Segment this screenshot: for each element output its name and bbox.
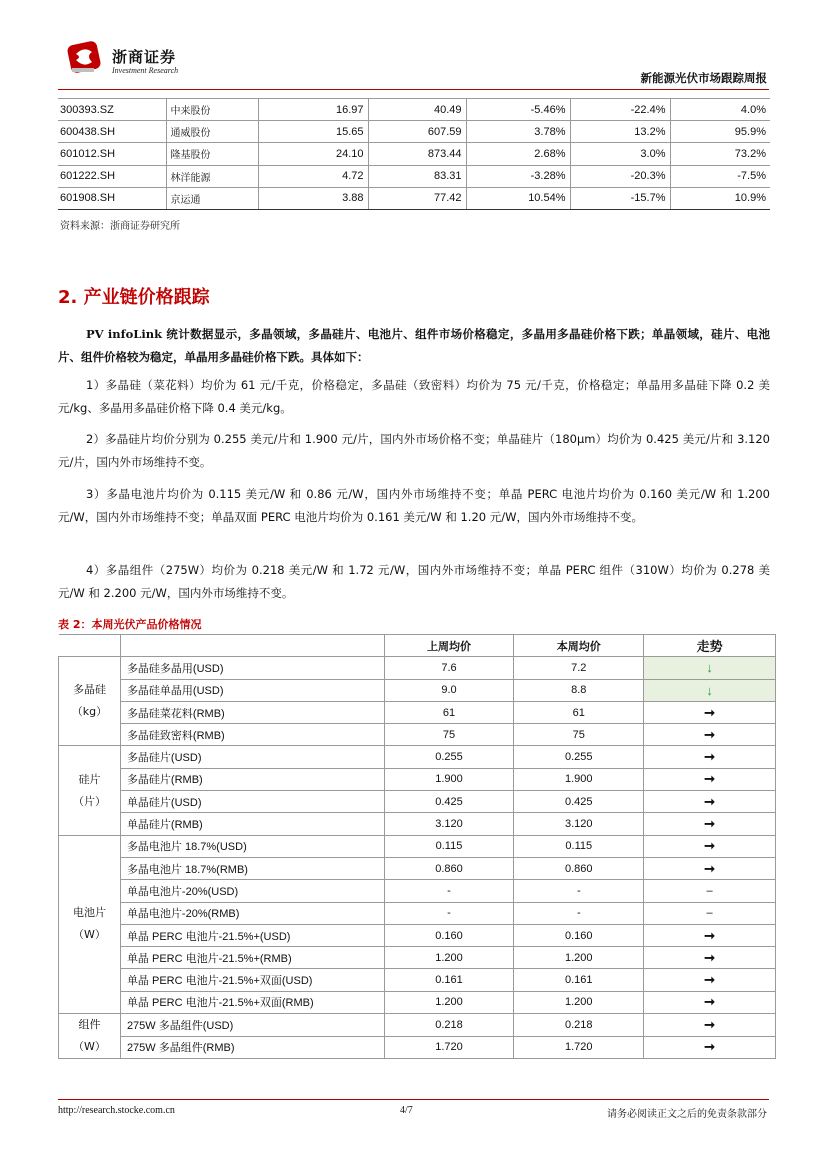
stock-cell-v4: 13.2% (570, 121, 670, 143)
last-week-price: 0.218 (384, 1014, 514, 1037)
trend-flat-icon: ➞ (644, 835, 776, 857)
this-week-price: 1.720 (514, 1036, 644, 1059)
product-name: 275W 多晶组件(RMB) (120, 1036, 384, 1059)
last-week-price: 3.120 (384, 813, 514, 835)
polysilicon-paragraph: 1）多晶硅（菜花料）均价为 61 元/千克，价格稳定，多晶硅（致密料）均价为 75 元/千克，价格稳定；单晶用多晶硅下降 0.2 美元/kg、多晶用多晶硅价格下降 0.4 美元/kg。 (58, 378, 770, 415)
table-row (59, 880, 776, 902)
this-week-price: 1.900 (514, 768, 644, 790)
this-week-price: - (514, 880, 644, 902)
product-name: 单晶电池片-20%(RMB) (120, 902, 384, 924)
section-heading: 2. 产业链价格跟踪 (58, 287, 210, 308)
trend-none-icon: – (644, 880, 776, 902)
table-row (58, 187, 770, 209)
this-week-price: 0.160 (514, 924, 644, 946)
last-week-price: 9.0 (384, 679, 514, 701)
table-row (59, 1014, 776, 1037)
stock-cell-v2: 607.59 (368, 121, 466, 143)
stock-cell-code: 601012.SH (58, 143, 166, 165)
trend-flat-icon: ➞ (644, 857, 776, 879)
stock-cell-v1: 15.65 (258, 121, 368, 143)
product-name: 多晶硅多晶用(USD) (120, 657, 384, 679)
trend-flat-icon: ➞ (644, 969, 776, 991)
trend-flat-icon: ➞ (644, 746, 776, 768)
this-week-price: 61 (514, 701, 644, 723)
last-week-price: 0.860 (384, 857, 514, 879)
table-row (58, 143, 770, 165)
product-name: 多晶电池片 18.7%(USD) (120, 835, 384, 857)
stock-cell-code: 601222.SH (58, 165, 166, 187)
product-name: 多晶硅片(RMB) (120, 768, 384, 790)
last-week-price: 1.720 (384, 1036, 514, 1059)
stock-cell-name: 林洋能源 (166, 165, 258, 187)
stock-cell-v4: 3.0% (570, 143, 670, 165)
stock-cell-v4: -15.7% (570, 187, 670, 209)
stock-cell-v3: 2.68% (466, 143, 570, 165)
price-table (58, 634, 776, 1059)
product-name: 单晶硅片(USD) (120, 791, 384, 813)
this-week-price: 0.218 (514, 1014, 644, 1037)
company-name-en: Investment Research (112, 66, 179, 75)
this-week-price: 0.115 (514, 835, 644, 857)
stock-cell-v3: 3.78% (466, 121, 570, 143)
price-table-header (59, 635, 776, 657)
last-week-price: 0.425 (384, 791, 514, 813)
trend-flat-icon: ➞ (644, 947, 776, 969)
product-name: 多晶硅单晶用(USD) (120, 679, 384, 701)
product-name: 多晶硅菜花料(RMB) (120, 701, 384, 723)
table-row (59, 813, 776, 835)
table-row (59, 835, 776, 857)
table-row (58, 99, 770, 121)
wafer-paragraph: 2）多晶硅片均价分别为 0.255 美元/片和 1.900 元/片，国内外市场价格不变；单晶硅片（180μm）均价为 0.425 美元/片和 3.120 元/片，国内外市场维持不变。 (58, 432, 770, 469)
stock-cell-code: 601908.SH (58, 187, 166, 209)
stock-cell-v5: -7.5% (670, 165, 770, 187)
this-week-price: 1.200 (514, 991, 644, 1013)
trend-flat-icon: ➞ (644, 1036, 776, 1059)
trend-flat-icon: ➞ (644, 1014, 776, 1037)
trend-flat-icon: ➞ (644, 724, 776, 746)
table-row (59, 746, 776, 768)
product-name: 单晶 PERC 电池片-21.5%+双面(USD) (120, 969, 384, 991)
last-week-price: 1.900 (384, 768, 514, 790)
stock-cell-v4: -22.4% (570, 99, 670, 121)
last-week-price: - (384, 880, 514, 902)
last-week-price: 0.160 (384, 924, 514, 946)
last-week-price: 0.255 (384, 746, 514, 768)
table-row (59, 768, 776, 790)
trend-flat-icon: ➞ (644, 813, 776, 835)
product-name: 275W 多晶组件(USD) (120, 1014, 384, 1037)
page-number: 4/7 (400, 1105, 413, 1116)
last-week-price: 1.200 (384, 991, 514, 1013)
stock-cell-v2: 40.49 (368, 99, 466, 121)
company-name: 浙商证券 (112, 48, 177, 66)
this-week-price: 3.120 (514, 813, 644, 835)
trend-flat-icon: ➞ (644, 768, 776, 790)
table-row (59, 657, 776, 679)
company-logo-icon (66, 40, 106, 76)
product-name: 多晶电池片 18.7%(RMB) (120, 857, 384, 879)
table-source: 资料来源：浙商证券研究所 (60, 221, 180, 232)
category-wafer: 硅片 （片） (59, 746, 121, 835)
trend-down-icon: ↓ (644, 679, 776, 701)
stock-cell-v3: 10.54% (466, 187, 570, 209)
header-this-week: 本周均价 (514, 635, 644, 657)
product-name: 单晶电池片-20%(USD) (120, 880, 384, 902)
trend-flat-icon: ➞ (644, 991, 776, 1013)
this-week-price: 0.425 (514, 791, 644, 813)
trend-down-icon: ↓ (644, 657, 776, 679)
trend-flat-icon: ➞ (644, 924, 776, 946)
product-name: 单晶 PERC 电池片-21.5%+双面(RMB) (120, 991, 384, 1013)
table-row (59, 969, 776, 991)
table-row (59, 991, 776, 1013)
table-row (59, 701, 776, 723)
stock-cell-v5: 73.2% (670, 143, 770, 165)
last-week-price: 0.115 (384, 835, 514, 857)
table-row (59, 924, 776, 946)
this-week-price: - (514, 902, 644, 924)
stock-cell-name: 通威股份 (166, 121, 258, 143)
stock-cell-v2: 77.42 (368, 187, 466, 209)
cell-paragraph: 3）多晶电池片均价为 0.115 美元/W 和 0.86 元/W，国内外市场维持不变；单晶 PERC 电池片均价为 0.160 美元/W 和 1.200 元/W，国内外市场维持不变；单晶双面 PERC 电池片均价为 0.161 美元/W 和 1.20 元/W，国内外市场维持不变。 (58, 487, 770, 524)
report-title: 新能源光伏市场跟踪周报 (640, 71, 767, 85)
table-row (58, 165, 770, 187)
stock-cell-code: 600438.SH (58, 121, 166, 143)
stock-cell-v2: 83.31 (368, 165, 466, 187)
table-row (59, 1036, 776, 1059)
this-week-price: 0.860 (514, 857, 644, 879)
stock-cell-v5: 4.0% (670, 99, 770, 121)
stock-cell-name: 中来股份 (166, 99, 258, 121)
header-trend: 走势 (644, 635, 776, 657)
this-week-price: 0.255 (514, 746, 644, 768)
table-row (59, 902, 776, 924)
this-week-price: 7.2 (514, 657, 644, 679)
category-cell: 电池片 （W） (59, 835, 121, 1013)
stock-cell-v5: 95.9% (670, 121, 770, 143)
stock-cell-v2: 873.44 (368, 143, 466, 165)
stock-cell-code: 300393.SZ (58, 99, 166, 121)
stock-cell-v1: 4.72 (258, 165, 368, 187)
footer-disclaimer: 请务必阅读正文之后的免责条款部分 (607, 1109, 767, 1120)
stock-cell-v1: 24.10 (258, 143, 368, 165)
stock-cell-v3: -3.28% (466, 165, 570, 187)
header-divider (58, 89, 769, 90)
table-caption: 表 2：本周光伏产品价格情况 (58, 618, 202, 631)
module-paragraph: 4）多晶组件（275W）均价为 0.218 美元/W 和 1.72 元/W，国内外市场维持不变；单晶 PERC 组件（310W）均价为 0.278 美元/W 和 2.200 元/W，国内外市场维持不变。 (58, 563, 770, 600)
header-last-week: 上周均价 (384, 635, 514, 657)
table-row (59, 724, 776, 746)
category-polysilicon: 多晶硅 （kg） (59, 657, 121, 746)
table-row (59, 679, 776, 701)
trend-flat-icon: ➞ (644, 791, 776, 813)
product-name: 单晶 PERC 电池片-21.5%+(RMB) (120, 947, 384, 969)
last-week-price: 61 (384, 701, 514, 723)
last-week-price: 75 (384, 724, 514, 746)
last-week-price: 7.6 (384, 657, 514, 679)
category-module: 组件 （W） (59, 1014, 121, 1059)
last-week-price: 1.200 (384, 947, 514, 969)
this-week-price: 0.161 (514, 969, 644, 991)
footer-divider (58, 1099, 769, 1100)
this-week-price: 75 (514, 724, 644, 746)
last-week-price: - (384, 902, 514, 924)
product-name: 单晶 PERC 电池片-21.5%+(USD) (120, 924, 384, 946)
product-name: 多晶硅片(USD) (120, 746, 384, 768)
trend-flat-icon: ➞ (644, 701, 776, 723)
this-week-price: 8.8 (514, 679, 644, 701)
stock-cell-v5: 10.9% (670, 187, 770, 209)
table-row (59, 947, 776, 969)
this-week-price: 1.200 (514, 947, 644, 969)
table-row (59, 791, 776, 813)
last-week-price: 0.161 (384, 969, 514, 991)
table-row (58, 121, 770, 143)
product-name: 单晶硅片(RMB) (120, 813, 384, 835)
summary-paragraph: PV infoLink 统计数据显示，多晶领域，多晶硅片、电池片、组件市场价格稳定，多晶用多晶硅价格下跌；单晶领域，硅片、电池片、组件价格较为稳定，单晶用多晶硅价格下跌。具体如下： (58, 327, 770, 364)
footer-url[interactable]: http://research.stocke.com.cn (58, 1105, 175, 1116)
stock-cell-v4: -20.3% (570, 165, 670, 187)
stock-cell-v3: -5.46% (466, 99, 570, 121)
stock-table (58, 98, 770, 210)
stock-cell-name: 隆基股份 (166, 143, 258, 165)
stock-cell-v1: 3.88 (258, 187, 368, 209)
stock-cell-v1: 16.97 (258, 99, 368, 121)
table-row (59, 857, 776, 879)
stock-cell-name: 京运通 (166, 187, 258, 209)
product-name: 多晶硅致密料(RMB) (120, 724, 384, 746)
trend-none-icon: – (644, 902, 776, 924)
